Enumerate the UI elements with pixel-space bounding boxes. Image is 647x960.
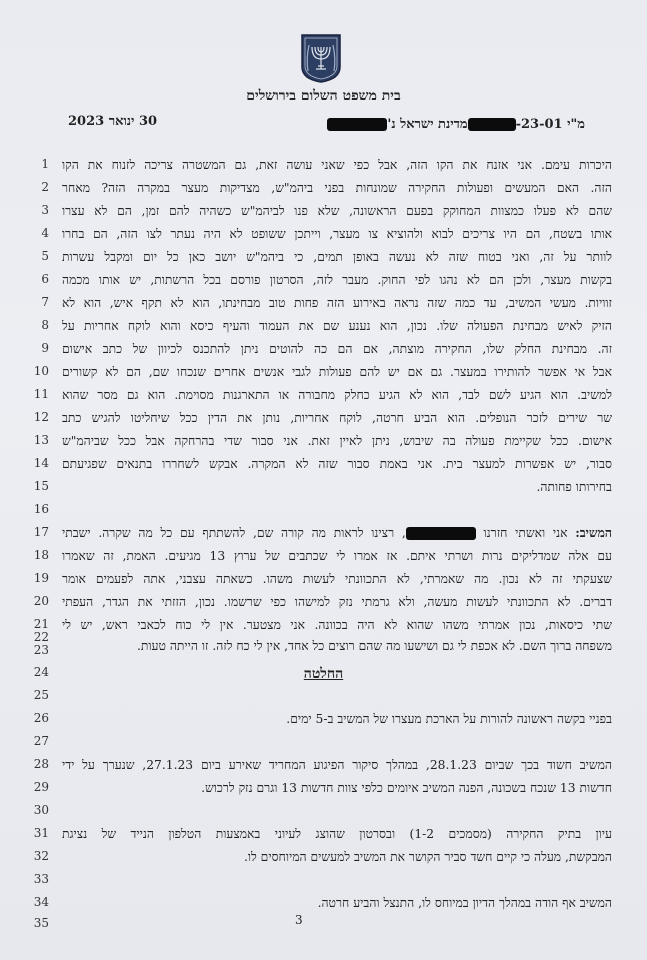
line-number: 33: [33, 872, 49, 886]
body-line: שהם לא פעלו כמצוות המחוקק בפעם הראשונה, שלא פנו לביהמ"ש כשהיה להם זמן, הם לא עצרו: [62, 204, 612, 218]
body-line: לוותר על זה, ואני בטוח שזה לא נעשה באופן תמים, כי ביהמ"ש יושב כאן כל יום ומקבל עשרות: [62, 250, 612, 264]
respondent-line: שתי כיסאות, נכון אמרתי משהו שהוא לא היה בכוונה. אני מצטער. אין לי כוח לכאבי ראש, יש לי: [62, 618, 612, 632]
body-line: אבל אי אפשר להותירו במעצר. גם אם יש להם פעולות לגבי אנשים אחרים שנכחו שם, הם לא קשורים: [62, 365, 612, 379]
case-prefix: מ"י 23-01-: [515, 117, 585, 132]
line-number: 6: [41, 272, 49, 286]
respondent-line: שצעקתי זה לא נכון. מה שאמרתי, לא התכוונתי לעשות משהו. כשאתה עצבני, אתה לפעמים אומר: [62, 572, 612, 586]
line-number: 8: [41, 318, 49, 332]
decision-line: המבקשת, מעלה כי קיים חשד סביר הקושר את המשיב למעשים המיוחסים לו.: [243, 850, 612, 864]
line-number: 16: [33, 502, 49, 516]
line-number: 35: [33, 916, 49, 930]
line-number: 17: [33, 525, 49, 539]
line-number: 21: [33, 617, 49, 631]
respondent-text: אני ואשתי חזרנו: [483, 526, 568, 540]
line-number: 22: [33, 630, 49, 644]
body-line: בחירותו פחותה.: [536, 480, 612, 494]
respondent-label: המשיב:: [575, 525, 612, 540]
line-number: 1: [41, 157, 49, 171]
line-number: 31: [33, 826, 49, 840]
body-line: היכרות עימם. אני אזנח את הקו הזה, אבל כפי שאני עושה זאת, גם המשטרה צריכה לזנוח את הקו: [62, 158, 612, 172]
respondent-first-line: [62, 525, 612, 541]
line-number: 28: [33, 757, 49, 771]
line-number: 12: [33, 410, 49, 424]
line-number: 3: [41, 203, 49, 217]
hearing-date: 30 ינואר 2023: [68, 114, 158, 129]
line-number: 24: [33, 665, 49, 679]
line-number: 13: [33, 433, 49, 447]
line-number: 32: [33, 849, 49, 863]
decision-line: המשיב חשוד בכך שביום 28.1.23, במהלך סיקור הפיגוע המחריד שאירע ביום 27.1.23, שנערך על ידי: [62, 758, 612, 772]
decision-line: עיון בתיק החקירה (מסמכים 1-2) ובסרטון שהוצג לעיוני באמצעות הטלפון הנייד של נציגת: [62, 827, 612, 841]
body-line: זה. מבחינת החלק שלו, החקירה מוצתה, אם הם כה להוטים ניתן להתכנס לכיוון של כתב אישום: [62, 342, 612, 356]
line-number: 29: [33, 780, 49, 794]
line-number: 10: [33, 364, 49, 378]
line-number: 2: [41, 180, 49, 194]
respondent-line: דברים. לא התכוונתי לעשות מעשה, ולא גרמתי נזק למישהו כפי שרשמו. נכון, הזזתי את הגדר, העפתי: [62, 595, 612, 609]
body-line: שר שירים לזכר הנופלים. הוא הביע חרטה, לוקח אחריות, נותן את הדין ככל שיחליטו להגיש כתב: [62, 411, 612, 425]
line-number: 9: [41, 341, 49, 355]
body-line: סבור, יש אפשרות למעצר בית. אני באמת סבור שזה לא המקרה. אבקש לשחררו בתנאים שפגיעתם: [62, 457, 612, 471]
redaction-bar: [327, 118, 387, 131]
line-number: 4: [41, 226, 49, 240]
line-number: 34: [33, 895, 49, 909]
line-number: 30: [33, 803, 49, 817]
body-line: אותו בשטח, הם היו צריכים לבוא ולהוציא צו מעצר, וייתכן ששופט לא היה נעתר לצו הזה, הם בחרו: [62, 227, 612, 241]
line-number: 27: [33, 734, 49, 748]
respondent-line: משפחה ברוך השם. לא אכפת לי גם ושישעו מה שהם רוצים כל אחד, אין לי כח לזה. זו הייתה טעות.: [137, 639, 612, 653]
decision-line: המשיב אף הודה במהלך הדיון במיוחס לו, התנצל והביע חרטה.: [317, 896, 612, 910]
line-number: 25: [33, 688, 49, 702]
body-line: הזה. האם המעשים ופעולות החקירה שמונחות בפני ביהמ"ש, מצדיקות מעצר במקרה הזה? מאחר: [62, 181, 612, 195]
line-number: 23: [33, 643, 49, 657]
line-number: 26: [33, 711, 49, 725]
page-number: 3: [295, 913, 303, 927]
decision-heading: [0, 666, 647, 683]
state-emblem-icon: [300, 33, 342, 83]
body-line: אישום. ככל שקיימת פעולה בה שיבוש, ניתן לאיין זאת. אני סבור שדי בהרחקה אבל ככל שביהמ"ש: [62, 434, 612, 448]
decision-heading-text: החלטה: [303, 666, 344, 682]
line-number: 14: [33, 456, 49, 470]
case-party: מדינת ישראל נ': [387, 117, 468, 132]
body-line: בקשות מעצר, ולכן הם לא נהגו לפי החוק. מעבר לזה, הסרטון פורסם בכל הרשתות, יש אותו מכמה: [62, 273, 612, 287]
line-number: 19: [33, 571, 49, 585]
line-number: 15: [33, 479, 49, 493]
respondent-text: , רצינו לראות מה קורה שם, להשתתף עם כל מה שקרה. ישבתי: [62, 526, 406, 540]
case-number: [285, 116, 585, 132]
line-number: 11: [33, 387, 49, 401]
body-line: הזיק לאיש מבחינת הפעולה שלו. נכון, הוא נענע שם את העמוד והעיף כיסא והוא לוקח אחריות על: [62, 319, 612, 333]
redaction-bar: [406, 527, 476, 540]
redaction-bar: [468, 118, 516, 131]
line-number: 5: [41, 249, 49, 263]
body-line: זוויות. מעשי המשיב, עד כמה שזה נראה באירוע הזה פחות טוב מבחינתו, הוא לא תקף איש, הוא לא: [62, 296, 612, 310]
decision-line: בפניי בקשה ראשונה להורות על הארכת מעצרו של המשיב ב-5 ימים.: [286, 712, 612, 726]
decision-line: חדשות 13 שנכח בשכונה, הפנה המשיב איומים כלפי צוות חדשות 13 וגרם נזק לרכוש.: [201, 781, 612, 795]
body-line: למשיב. הוא הגיע לשם לבד, הוא לא הגיע כחלק מחבורה או התארגנות מסוימת. הוא גם מסר שהוא: [62, 388, 612, 402]
line-number: 7: [41, 295, 49, 309]
line-number: 18: [33, 548, 49, 562]
line-number: 20: [33, 594, 49, 608]
court-name: בית משפט השלום בירושלים: [246, 88, 401, 104]
respondent-line: עם אלה שמדליקים נרות ושרתי איתם. אז אמרו לי שכתבים של ערוץ 13 מגיעים. האמת, זה שאמרו: [62, 549, 612, 563]
